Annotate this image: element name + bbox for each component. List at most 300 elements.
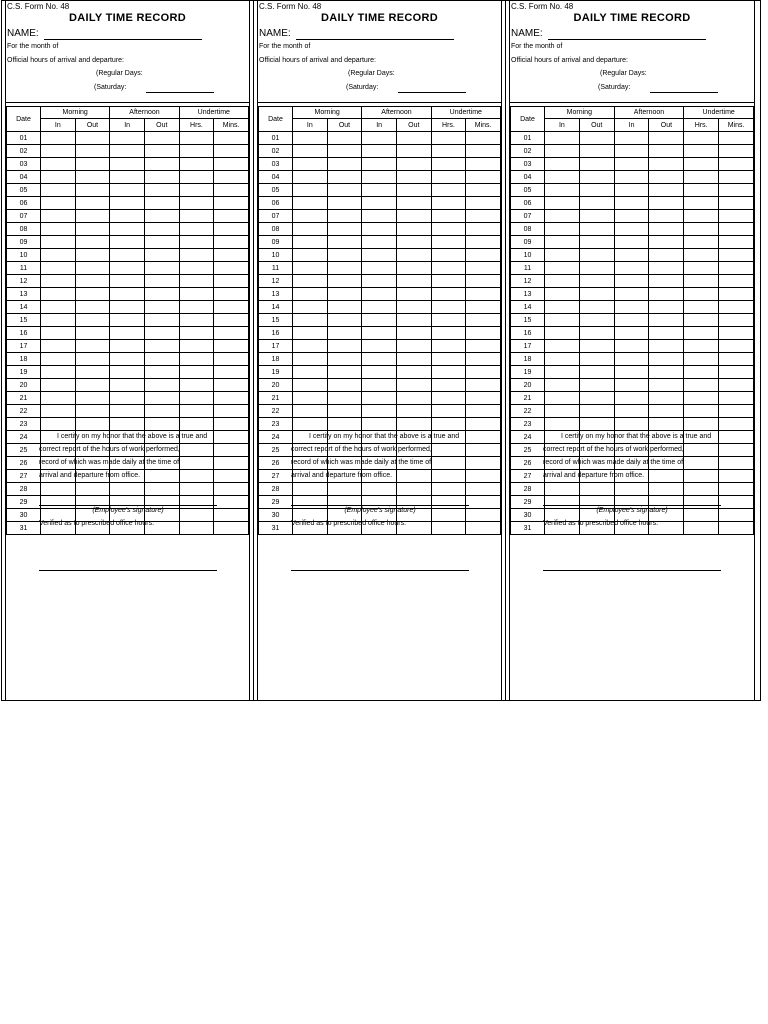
afternoon-in-cell[interactable]	[110, 236, 145, 249]
morning-out-cell[interactable]	[327, 327, 362, 340]
undertime-hrs-cell[interactable]	[431, 223, 466, 236]
undertime-hrs-cell[interactable]	[179, 145, 214, 158]
morning-in-cell[interactable]	[545, 418, 580, 431]
undertime-mins-cell[interactable]	[214, 509, 249, 522]
afternoon-in-cell[interactable]	[362, 379, 397, 392]
saturday-field[interactable]	[398, 92, 466, 93]
undertime-mins-cell[interactable]	[214, 158, 249, 171]
morning-out-cell[interactable]	[75, 366, 110, 379]
morning-out-cell[interactable]	[327, 392, 362, 405]
in-charge-signature-field[interactable]	[39, 570, 217, 571]
undertime-mins-cell[interactable]	[466, 171, 501, 184]
morning-in-cell[interactable]	[41, 314, 76, 327]
employee-signature-field[interactable]	[39, 505, 217, 506]
morning-out-cell[interactable]	[75, 418, 110, 431]
afternoon-in-cell[interactable]	[614, 314, 649, 327]
morning-in-cell[interactable]	[293, 145, 328, 158]
morning-out-cell[interactable]	[75, 223, 110, 236]
afternoon-out-cell[interactable]	[396, 275, 431, 288]
name-field[interactable]	[296, 39, 454, 40]
morning-in-cell[interactable]	[545, 223, 580, 236]
afternoon-in-cell[interactable]	[110, 353, 145, 366]
undertime-hrs-cell[interactable]	[179, 184, 214, 197]
morning-out-cell[interactable]	[579, 262, 614, 275]
afternoon-out-cell[interactable]	[649, 171, 684, 184]
afternoon-out-cell[interactable]	[396, 210, 431, 223]
morning-out-cell[interactable]	[75, 392, 110, 405]
morning-out-cell[interactable]	[327, 301, 362, 314]
undertime-mins-cell[interactable]	[466, 197, 501, 210]
afternoon-out-cell[interactable]	[396, 197, 431, 210]
undertime-mins-cell[interactable]	[214, 301, 249, 314]
morning-in-cell[interactable]	[545, 366, 580, 379]
undertime-hrs-cell[interactable]	[684, 340, 719, 353]
undertime-mins-cell[interactable]	[466, 262, 501, 275]
morning-in-cell[interactable]	[41, 249, 76, 262]
afternoon-out-cell[interactable]	[649, 405, 684, 418]
morning-out-cell[interactable]	[327, 366, 362, 379]
morning-out-cell[interactable]	[327, 275, 362, 288]
undertime-hrs-cell[interactable]	[684, 262, 719, 275]
undertime-mins-cell[interactable]	[466, 145, 501, 158]
morning-out-cell[interactable]	[75, 314, 110, 327]
undertime-mins-cell[interactable]	[719, 132, 754, 145]
saturday-field[interactable]	[650, 92, 718, 93]
undertime-mins-cell[interactable]	[214, 418, 249, 431]
morning-in-cell[interactable]	[545, 405, 580, 418]
afternoon-out-cell[interactable]	[396, 392, 431, 405]
undertime-hrs-cell[interactable]	[684, 301, 719, 314]
undertime-hrs-cell[interactable]	[684, 249, 719, 262]
morning-out-cell[interactable]	[327, 340, 362, 353]
morning-in-cell[interactable]	[41, 483, 76, 496]
undertime-hrs-cell[interactable]	[179, 366, 214, 379]
morning-out-cell[interactable]	[327, 236, 362, 249]
undertime-hrs-cell[interactable]	[179, 288, 214, 301]
morning-in-cell[interactable]	[545, 197, 580, 210]
undertime-mins-cell[interactable]	[719, 210, 754, 223]
undertime-hrs-cell[interactable]	[431, 340, 466, 353]
morning-out-cell[interactable]	[579, 301, 614, 314]
morning-out-cell[interactable]	[579, 392, 614, 405]
undertime-mins-cell[interactable]	[466, 379, 501, 392]
undertime-mins-cell[interactable]	[466, 340, 501, 353]
afternoon-out-cell[interactable]	[396, 405, 431, 418]
undertime-mins-cell[interactable]	[719, 301, 754, 314]
undertime-mins-cell[interactable]	[214, 496, 249, 509]
afternoon-in-cell[interactable]	[110, 249, 145, 262]
employee-signature-field[interactable]	[291, 505, 469, 506]
undertime-mins-cell[interactable]	[466, 522, 501, 535]
in-charge-signature-field[interactable]	[291, 570, 469, 571]
morning-in-cell[interactable]	[545, 301, 580, 314]
afternoon-out-cell[interactable]	[649, 314, 684, 327]
undertime-mins-cell[interactable]	[719, 288, 754, 301]
undertime-mins-cell[interactable]	[719, 262, 754, 275]
undertime-mins-cell[interactable]	[466, 249, 501, 262]
morning-in-cell[interactable]	[545, 314, 580, 327]
afternoon-in-cell[interactable]	[362, 262, 397, 275]
morning-out-cell[interactable]	[579, 158, 614, 171]
morning-in-cell[interactable]	[41, 145, 76, 158]
undertime-hrs-cell[interactable]	[431, 522, 466, 535]
undertime-hrs-cell[interactable]	[431, 158, 466, 171]
undertime-hrs-cell[interactable]	[431, 197, 466, 210]
undertime-mins-cell[interactable]	[719, 483, 754, 496]
undertime-mins-cell[interactable]	[719, 197, 754, 210]
morning-out-cell[interactable]	[75, 145, 110, 158]
morning-in-cell[interactable]	[41, 353, 76, 366]
afternoon-out-cell[interactable]	[396, 223, 431, 236]
undertime-hrs-cell[interactable]	[179, 301, 214, 314]
undertime-mins-cell[interactable]	[214, 145, 249, 158]
morning-in-cell[interactable]	[545, 158, 580, 171]
undertime-mins-cell[interactable]	[719, 353, 754, 366]
undertime-mins-cell[interactable]	[214, 379, 249, 392]
morning-in-cell[interactable]	[293, 483, 328, 496]
afternoon-out-cell[interactable]	[144, 223, 179, 236]
morning-out-cell[interactable]	[327, 262, 362, 275]
undertime-hrs-cell[interactable]	[431, 366, 466, 379]
undertime-mins-cell[interactable]	[214, 210, 249, 223]
undertime-hrs-cell[interactable]	[431, 301, 466, 314]
morning-in-cell[interactable]	[293, 418, 328, 431]
morning-out-cell[interactable]	[579, 197, 614, 210]
afternoon-in-cell[interactable]	[110, 405, 145, 418]
undertime-mins-cell[interactable]	[466, 327, 501, 340]
morning-out-cell[interactable]	[327, 184, 362, 197]
afternoon-in-cell[interactable]	[614, 223, 649, 236]
undertime-mins-cell[interactable]	[719, 340, 754, 353]
undertime-mins-cell[interactable]	[719, 509, 754, 522]
undertime-mins-cell[interactable]	[466, 210, 501, 223]
afternoon-out-cell[interactable]	[649, 327, 684, 340]
undertime-mins-cell[interactable]	[719, 171, 754, 184]
morning-out-cell[interactable]	[579, 366, 614, 379]
undertime-hrs-cell[interactable]	[684, 132, 719, 145]
undertime-mins-cell[interactable]	[719, 223, 754, 236]
undertime-hrs-cell[interactable]	[431, 353, 466, 366]
afternoon-out-cell[interactable]	[396, 145, 431, 158]
morning-in-cell[interactable]	[545, 379, 580, 392]
morning-out-cell[interactable]	[579, 132, 614, 145]
undertime-hrs-cell[interactable]	[684, 483, 719, 496]
undertime-hrs-cell[interactable]	[684, 418, 719, 431]
undertime-hrs-cell[interactable]	[431, 249, 466, 262]
undertime-mins-cell[interactable]	[214, 184, 249, 197]
undertime-mins-cell[interactable]	[719, 249, 754, 262]
afternoon-out-cell[interactable]	[144, 184, 179, 197]
afternoon-out-cell[interactable]	[396, 340, 431, 353]
morning-in-cell[interactable]	[293, 132, 328, 145]
undertime-hrs-cell[interactable]	[179, 340, 214, 353]
morning-in-cell[interactable]	[293, 288, 328, 301]
afternoon-out-cell[interactable]	[649, 353, 684, 366]
afternoon-in-cell[interactable]	[614, 366, 649, 379]
morning-in-cell[interactable]	[41, 301, 76, 314]
undertime-hrs-cell[interactable]	[684, 327, 719, 340]
morning-out-cell[interactable]	[75, 171, 110, 184]
undertime-mins-cell[interactable]	[214, 132, 249, 145]
undertime-hrs-cell[interactable]	[684, 184, 719, 197]
morning-in-cell[interactable]	[41, 392, 76, 405]
morning-out-cell[interactable]	[327, 158, 362, 171]
undertime-hrs-cell[interactable]	[179, 171, 214, 184]
morning-in-cell[interactable]	[41, 158, 76, 171]
undertime-mins-cell[interactable]	[214, 366, 249, 379]
afternoon-in-cell[interactable]	[110, 483, 145, 496]
afternoon-out-cell[interactable]	[144, 132, 179, 145]
undertime-hrs-cell[interactable]	[431, 418, 466, 431]
morning-in-cell[interactable]	[41, 288, 76, 301]
undertime-hrs-cell[interactable]	[431, 184, 466, 197]
afternoon-in-cell[interactable]	[362, 366, 397, 379]
undertime-hrs-cell[interactable]	[684, 145, 719, 158]
employee-signature-field[interactable]	[543, 505, 721, 506]
undertime-mins-cell[interactable]	[719, 392, 754, 405]
undertime-hrs-cell[interactable]	[179, 249, 214, 262]
afternoon-in-cell[interactable]	[362, 171, 397, 184]
afternoon-out-cell[interactable]	[144, 236, 179, 249]
morning-in-cell[interactable]	[41, 405, 76, 418]
afternoon-in-cell[interactable]	[110, 171, 145, 184]
undertime-mins-cell[interactable]	[719, 314, 754, 327]
morning-in-cell[interactable]	[41, 171, 76, 184]
afternoon-out-cell[interactable]	[144, 418, 179, 431]
undertime-mins-cell[interactable]	[214, 288, 249, 301]
afternoon-in-cell[interactable]	[110, 197, 145, 210]
undertime-hrs-cell[interactable]	[179, 392, 214, 405]
afternoon-out-cell[interactable]	[144, 301, 179, 314]
afternoon-in-cell[interactable]	[614, 184, 649, 197]
morning-out-cell[interactable]	[327, 379, 362, 392]
morning-out-cell[interactable]	[75, 249, 110, 262]
undertime-mins-cell[interactable]	[466, 184, 501, 197]
name-field[interactable]	[44, 39, 202, 40]
undertime-hrs-cell[interactable]	[179, 132, 214, 145]
afternoon-in-cell[interactable]	[110, 132, 145, 145]
afternoon-in-cell[interactable]	[614, 418, 649, 431]
afternoon-in-cell[interactable]	[614, 171, 649, 184]
undertime-mins-cell[interactable]	[719, 405, 754, 418]
undertime-hrs-cell[interactable]	[179, 522, 214, 535]
morning-in-cell[interactable]	[41, 379, 76, 392]
morning-in-cell[interactable]	[545, 262, 580, 275]
afternoon-in-cell[interactable]	[110, 418, 145, 431]
morning-out-cell[interactable]	[579, 405, 614, 418]
morning-in-cell[interactable]	[41, 275, 76, 288]
afternoon-in-cell[interactable]	[110, 210, 145, 223]
undertime-hrs-cell[interactable]	[179, 275, 214, 288]
afternoon-out-cell[interactable]	[396, 327, 431, 340]
afternoon-in-cell[interactable]	[362, 301, 397, 314]
morning-out-cell[interactable]	[75, 184, 110, 197]
afternoon-out-cell[interactable]	[144, 353, 179, 366]
afternoon-in-cell[interactable]	[110, 288, 145, 301]
morning-in-cell[interactable]	[293, 262, 328, 275]
afternoon-in-cell[interactable]	[614, 210, 649, 223]
afternoon-out-cell[interactable]	[144, 158, 179, 171]
undertime-mins-cell[interactable]	[214, 327, 249, 340]
morning-out-cell[interactable]	[579, 223, 614, 236]
afternoon-out-cell[interactable]	[396, 418, 431, 431]
afternoon-out-cell[interactable]	[649, 236, 684, 249]
afternoon-in-cell[interactable]	[614, 145, 649, 158]
afternoon-in-cell[interactable]	[362, 145, 397, 158]
morning-in-cell[interactable]	[545, 353, 580, 366]
afternoon-out-cell[interactable]	[396, 301, 431, 314]
afternoon-out-cell[interactable]	[396, 379, 431, 392]
morning-in-cell[interactable]	[293, 171, 328, 184]
morning-in-cell[interactable]	[545, 392, 580, 405]
undertime-mins-cell[interactable]	[466, 314, 501, 327]
afternoon-in-cell[interactable]	[110, 327, 145, 340]
morning-in-cell[interactable]	[293, 340, 328, 353]
in-charge-signature-field[interactable]	[543, 570, 721, 571]
undertime-hrs-cell[interactable]	[684, 236, 719, 249]
morning-in-cell[interactable]	[293, 236, 328, 249]
morning-out-cell[interactable]	[75, 327, 110, 340]
morning-in-cell[interactable]	[293, 327, 328, 340]
afternoon-in-cell[interactable]	[362, 392, 397, 405]
morning-in-cell[interactable]	[293, 353, 328, 366]
undertime-mins-cell[interactable]	[719, 496, 754, 509]
afternoon-in-cell[interactable]	[110, 158, 145, 171]
morning-out-cell[interactable]	[579, 275, 614, 288]
afternoon-out-cell[interactable]	[649, 301, 684, 314]
afternoon-in-cell[interactable]	[362, 275, 397, 288]
undertime-mins-cell[interactable]	[214, 405, 249, 418]
morning-out-cell[interactable]	[75, 262, 110, 275]
morning-out-cell[interactable]	[327, 132, 362, 145]
afternoon-in-cell[interactable]	[362, 223, 397, 236]
afternoon-in-cell[interactable]	[362, 158, 397, 171]
undertime-hrs-cell[interactable]	[179, 236, 214, 249]
morning-out-cell[interactable]	[579, 314, 614, 327]
morning-in-cell[interactable]	[293, 197, 328, 210]
morning-in-cell[interactable]	[41, 132, 76, 145]
name-field[interactable]	[548, 39, 706, 40]
undertime-mins-cell[interactable]	[214, 262, 249, 275]
morning-in-cell[interactable]	[545, 249, 580, 262]
morning-out-cell[interactable]	[75, 405, 110, 418]
undertime-hrs-cell[interactable]	[684, 171, 719, 184]
undertime-mins-cell[interactable]	[466, 158, 501, 171]
afternoon-in-cell[interactable]	[614, 327, 649, 340]
afternoon-in-cell[interactable]	[362, 405, 397, 418]
morning-in-cell[interactable]	[545, 236, 580, 249]
undertime-mins-cell[interactable]	[719, 275, 754, 288]
morning-out-cell[interactable]	[75, 483, 110, 496]
afternoon-in-cell[interactable]	[614, 236, 649, 249]
afternoon-out-cell[interactable]	[144, 340, 179, 353]
afternoon-out-cell[interactable]	[144, 483, 179, 496]
undertime-hrs-cell[interactable]	[431, 483, 466, 496]
undertime-hrs-cell[interactable]	[684, 366, 719, 379]
undertime-hrs-cell[interactable]	[431, 288, 466, 301]
undertime-hrs-cell[interactable]	[431, 327, 466, 340]
afternoon-in-cell[interactable]	[362, 314, 397, 327]
afternoon-out-cell[interactable]	[144, 249, 179, 262]
afternoon-in-cell[interactable]	[110, 275, 145, 288]
afternoon-in-cell[interactable]	[362, 353, 397, 366]
afternoon-in-cell[interactable]	[362, 483, 397, 496]
morning-in-cell[interactable]	[293, 210, 328, 223]
morning-in-cell[interactable]	[545, 145, 580, 158]
morning-out-cell[interactable]	[579, 340, 614, 353]
undertime-hrs-cell[interactable]	[684, 288, 719, 301]
undertime-mins-cell[interactable]	[466, 301, 501, 314]
afternoon-in-cell[interactable]	[614, 379, 649, 392]
afternoon-out-cell[interactable]	[144, 327, 179, 340]
morning-out-cell[interactable]	[75, 132, 110, 145]
afternoon-in-cell[interactable]	[614, 483, 649, 496]
morning-in-cell[interactable]	[293, 405, 328, 418]
morning-in-cell[interactable]	[293, 392, 328, 405]
morning-out-cell[interactable]	[579, 236, 614, 249]
afternoon-out-cell[interactable]	[649, 392, 684, 405]
undertime-hrs-cell[interactable]	[684, 223, 719, 236]
morning-out-cell[interactable]	[327, 288, 362, 301]
morning-out-cell[interactable]	[75, 210, 110, 223]
afternoon-in-cell[interactable]	[362, 249, 397, 262]
undertime-hrs-cell[interactable]	[431, 392, 466, 405]
afternoon-in-cell[interactable]	[614, 353, 649, 366]
undertime-hrs-cell[interactable]	[431, 145, 466, 158]
afternoon-out-cell[interactable]	[144, 314, 179, 327]
undertime-mins-cell[interactable]	[466, 275, 501, 288]
afternoon-out-cell[interactable]	[396, 288, 431, 301]
undertime-hrs-cell[interactable]	[179, 314, 214, 327]
afternoon-in-cell[interactable]	[110, 262, 145, 275]
afternoon-out-cell[interactable]	[649, 223, 684, 236]
morning-out-cell[interactable]	[579, 379, 614, 392]
morning-in-cell[interactable]	[293, 184, 328, 197]
undertime-mins-cell[interactable]	[719, 145, 754, 158]
afternoon-out-cell[interactable]	[396, 132, 431, 145]
afternoon-in-cell[interactable]	[362, 132, 397, 145]
undertime-mins-cell[interactable]	[466, 236, 501, 249]
morning-out-cell[interactable]	[75, 379, 110, 392]
undertime-mins-cell[interactable]	[214, 236, 249, 249]
undertime-mins-cell[interactable]	[466, 405, 501, 418]
morning-out-cell[interactable]	[75, 197, 110, 210]
undertime-hrs-cell[interactable]	[684, 405, 719, 418]
morning-in-cell[interactable]	[545, 327, 580, 340]
morning-in-cell[interactable]	[293, 158, 328, 171]
morning-out-cell[interactable]	[327, 249, 362, 262]
undertime-hrs-cell[interactable]	[431, 275, 466, 288]
afternoon-out-cell[interactable]	[144, 210, 179, 223]
morning-out-cell[interactable]	[75, 236, 110, 249]
afternoon-out-cell[interactable]	[649, 249, 684, 262]
undertime-hrs-cell[interactable]	[179, 483, 214, 496]
morning-in-cell[interactable]	[545, 184, 580, 197]
undertime-hrs-cell[interactable]	[684, 275, 719, 288]
afternoon-out-cell[interactable]	[144, 145, 179, 158]
afternoon-out-cell[interactable]	[649, 340, 684, 353]
undertime-mins-cell[interactable]	[466, 418, 501, 431]
afternoon-out-cell[interactable]	[144, 288, 179, 301]
undertime-mins-cell[interactable]	[466, 132, 501, 145]
morning-in-cell[interactable]	[545, 340, 580, 353]
morning-in-cell[interactable]	[41, 340, 76, 353]
undertime-hrs-cell[interactable]	[684, 522, 719, 535]
undertime-mins-cell[interactable]	[719, 366, 754, 379]
afternoon-out-cell[interactable]	[396, 483, 431, 496]
undertime-hrs-cell[interactable]	[179, 405, 214, 418]
morning-in-cell[interactable]	[545, 275, 580, 288]
